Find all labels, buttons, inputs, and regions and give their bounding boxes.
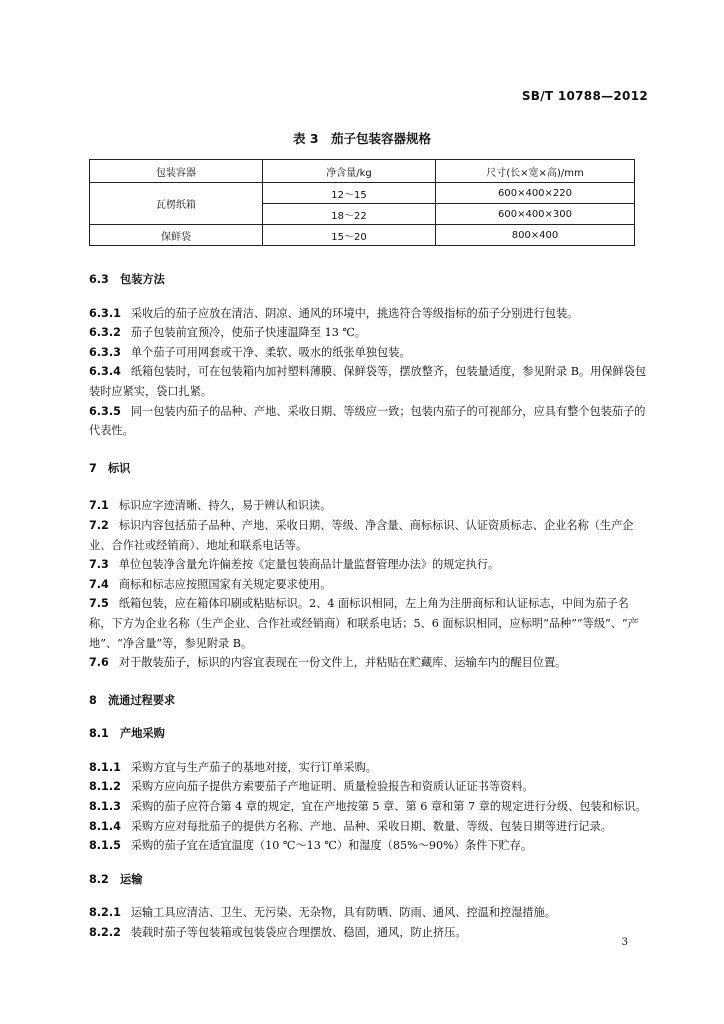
- clause-text: 采购方应对每批茄子的提供方名称、产地、品种、采收日期、数量、等级、包装日期等进行记录。: [130, 819, 612, 833]
- table-row: [90, 183, 635, 204]
- packaging-spec-table: [89, 159, 635, 246]
- clause-text: 茄子包装前宜预冷，使茄子快速温降至 13 ℃。: [130, 326, 367, 340]
- clause-text: 标识内容包括茄子品种、产地、采收日期、等级、净含量、商标标识、认证资质标志、企业名称（生产企业、合作社或经销商）、地址和联系电话等。: [89, 518, 634, 552]
- clause-text: 采购方宜与生产茄子的基地对接，实行订单采购。: [130, 760, 377, 774]
- clause-number: 7.2: [89, 518, 109, 532]
- clause-7-2: [89, 516, 649, 555]
- clause-text: 单位包装净含量允许偏差按《定量包装商品计量监督管理办法》的规定执行。: [118, 558, 500, 572]
- clause-text: 单个茄子可用网套或干净、柔软、吸水的纸张单独包装。: [130, 345, 411, 359]
- clause-text: 商标和标志应按照国家有关规定要求使用。: [118, 577, 332, 591]
- clause-text: 标识应字迹清晰、持久，易于辨认和识读。: [118, 499, 332, 513]
- table-cell-size: 800×400: [436, 225, 635, 246]
- clause-number: 8.1.3: [89, 800, 121, 814]
- page-number: 3: [621, 937, 628, 948]
- section-heading-8: 8 流通过程要求: [89, 693, 176, 707]
- clause-6-3-3: [89, 343, 649, 363]
- table-cell-weight: 18～22: [263, 204, 436, 225]
- clause-6-3-4: [89, 362, 649, 401]
- table-row: [90, 225, 635, 246]
- clause-6-3-2: [89, 323, 649, 343]
- standard-code: SB/T 10788—2012: [521, 89, 648, 103]
- clause-7-1: [89, 496, 649, 516]
- clause-number: 7.6: [89, 656, 109, 670]
- table-header-cell: 净含量/kg: [263, 160, 436, 183]
- clause-text: 运输工具应清洁、卫生、无污染、无杂物，具有防晒、防雨、通风、控温和控湿措施。: [130, 906, 556, 920]
- clause-number: 8.1.5: [89, 839, 121, 853]
- clause-7-4: [89, 575, 649, 595]
- clause-6-3-1: [89, 304, 649, 324]
- clause-7-6: [89, 653, 649, 673]
- table-cell-weight: 15～20: [263, 225, 436, 246]
- clause-number: 7.4: [89, 577, 109, 591]
- clause-number: 6.3.2: [89, 326, 121, 340]
- clause-8-2-1: [89, 903, 649, 923]
- table-header-cell: 包装容器: [90, 160, 263, 183]
- clause-number: 8.2.1: [89, 906, 121, 920]
- table-caption: 表 3 茄子包装容器规格: [292, 131, 432, 146]
- clause-text: 纸箱包装，应在箱体印刷或粘贴标识。2、4 面标识相同，左上角为注册商标和认证标志，中间为茄子名称，下方为企业名称（生产企业、合作社或经销商）和联系电话；5、6 面标识相同，应标明“品种”“等级”、“产地”、“净含量”等，参见附录 B。: [89, 597, 639, 650]
- table-cell-size: 600×400×220: [436, 183, 635, 204]
- table-cell-weight: 12～15: [263, 183, 436, 204]
- clause-number: 6.3.1: [89, 306, 121, 320]
- clause-text: 采购的茄子应符合第 4 章的规定，宜在产地按第 5 章、第 6 章和第 7 章的规定进行分级、包装和标识。: [130, 800, 647, 814]
- section-heading-7: 7 标识: [89, 461, 131, 475]
- clause-7-3: [89, 555, 649, 575]
- clause-8-2-2: [89, 923, 649, 943]
- clause-8-1-5: [89, 836, 649, 856]
- clause-number: 7.5: [89, 597, 109, 611]
- section-heading-8-2: 8.2 运输: [89, 872, 143, 886]
- clause-text: 同一包装内茄子的品种、产地、采收日期、等级应一致；包装内茄子的可视部分，应具有整个包装茄子的代表性。: [89, 404, 646, 438]
- section-heading-6-3: 6.3 包装方法: [89, 273, 165, 286]
- clause-text: 采购方应向茄子提供方索要茄子产地证明、质量检验报告和资质认证证书等资料。: [130, 780, 534, 794]
- table-cell-container: 保鲜袋: [90, 225, 263, 246]
- clause-text: 对于散装茄子，标识的内容宜表现在一份文件上，并粘贴在贮藏库、运输车内的醒目位置。: [118, 656, 567, 670]
- table-header-row: [90, 160, 635, 183]
- table-header-cell: 尺寸(长×宽×高)/mm: [436, 160, 635, 183]
- clause-number: 8.1.1: [89, 760, 121, 774]
- clause-number: 6.3.5: [89, 404, 121, 418]
- clause-text: 采购的茄子宜在适宜温度（10 ℃～13 ℃）和湿度（85%～90%）条件下贮存。: [130, 839, 533, 853]
- clause-number: 6.3.4: [89, 365, 121, 379]
- clause-text: 采收后的茄子应放在清洁、阴凉、通风的环境中，挑选符合等级指标的茄子分别进行包装。: [130, 306, 579, 320]
- clause-7-5: [89, 594, 649, 653]
- clause-number: 8.1.2: [89, 780, 121, 794]
- clause-8-1-4: [89, 817, 649, 837]
- clause-8-1-2: [89, 777, 649, 797]
- section-heading-8-1: 8.1 产地采购: [89, 727, 165, 741]
- table-cell-container: 瓦楞纸箱: [90, 183, 263, 225]
- clause-number: 8.1.4: [89, 819, 121, 833]
- clause-text: 纸箱包装时，可在包装箱内加衬塑料薄膜、保鲜袋等，摆放整齐，包装量适度，参见附录 B。用保鲜袋包装时应紧实，袋口扎紧。: [89, 365, 647, 398]
- clause-number: 6.3.3: [89, 345, 121, 359]
- clause-8-1-1: [89, 758, 649, 778]
- document-body: [89, 270, 649, 943]
- clause-number: 8.2.2: [89, 926, 121, 940]
- clause-number: 7.3: [89, 558, 109, 572]
- clause-8-1-3: [89, 797, 649, 817]
- table-cell-size: 600×400×300: [436, 204, 635, 225]
- clause-number: 7.1: [89, 499, 109, 513]
- clause-6-3-5: [89, 402, 649, 441]
- clause-text: 装载时茄子等包装箱或包装袋应合理摆放、稳固，通风，防止挤压。: [130, 926, 467, 940]
